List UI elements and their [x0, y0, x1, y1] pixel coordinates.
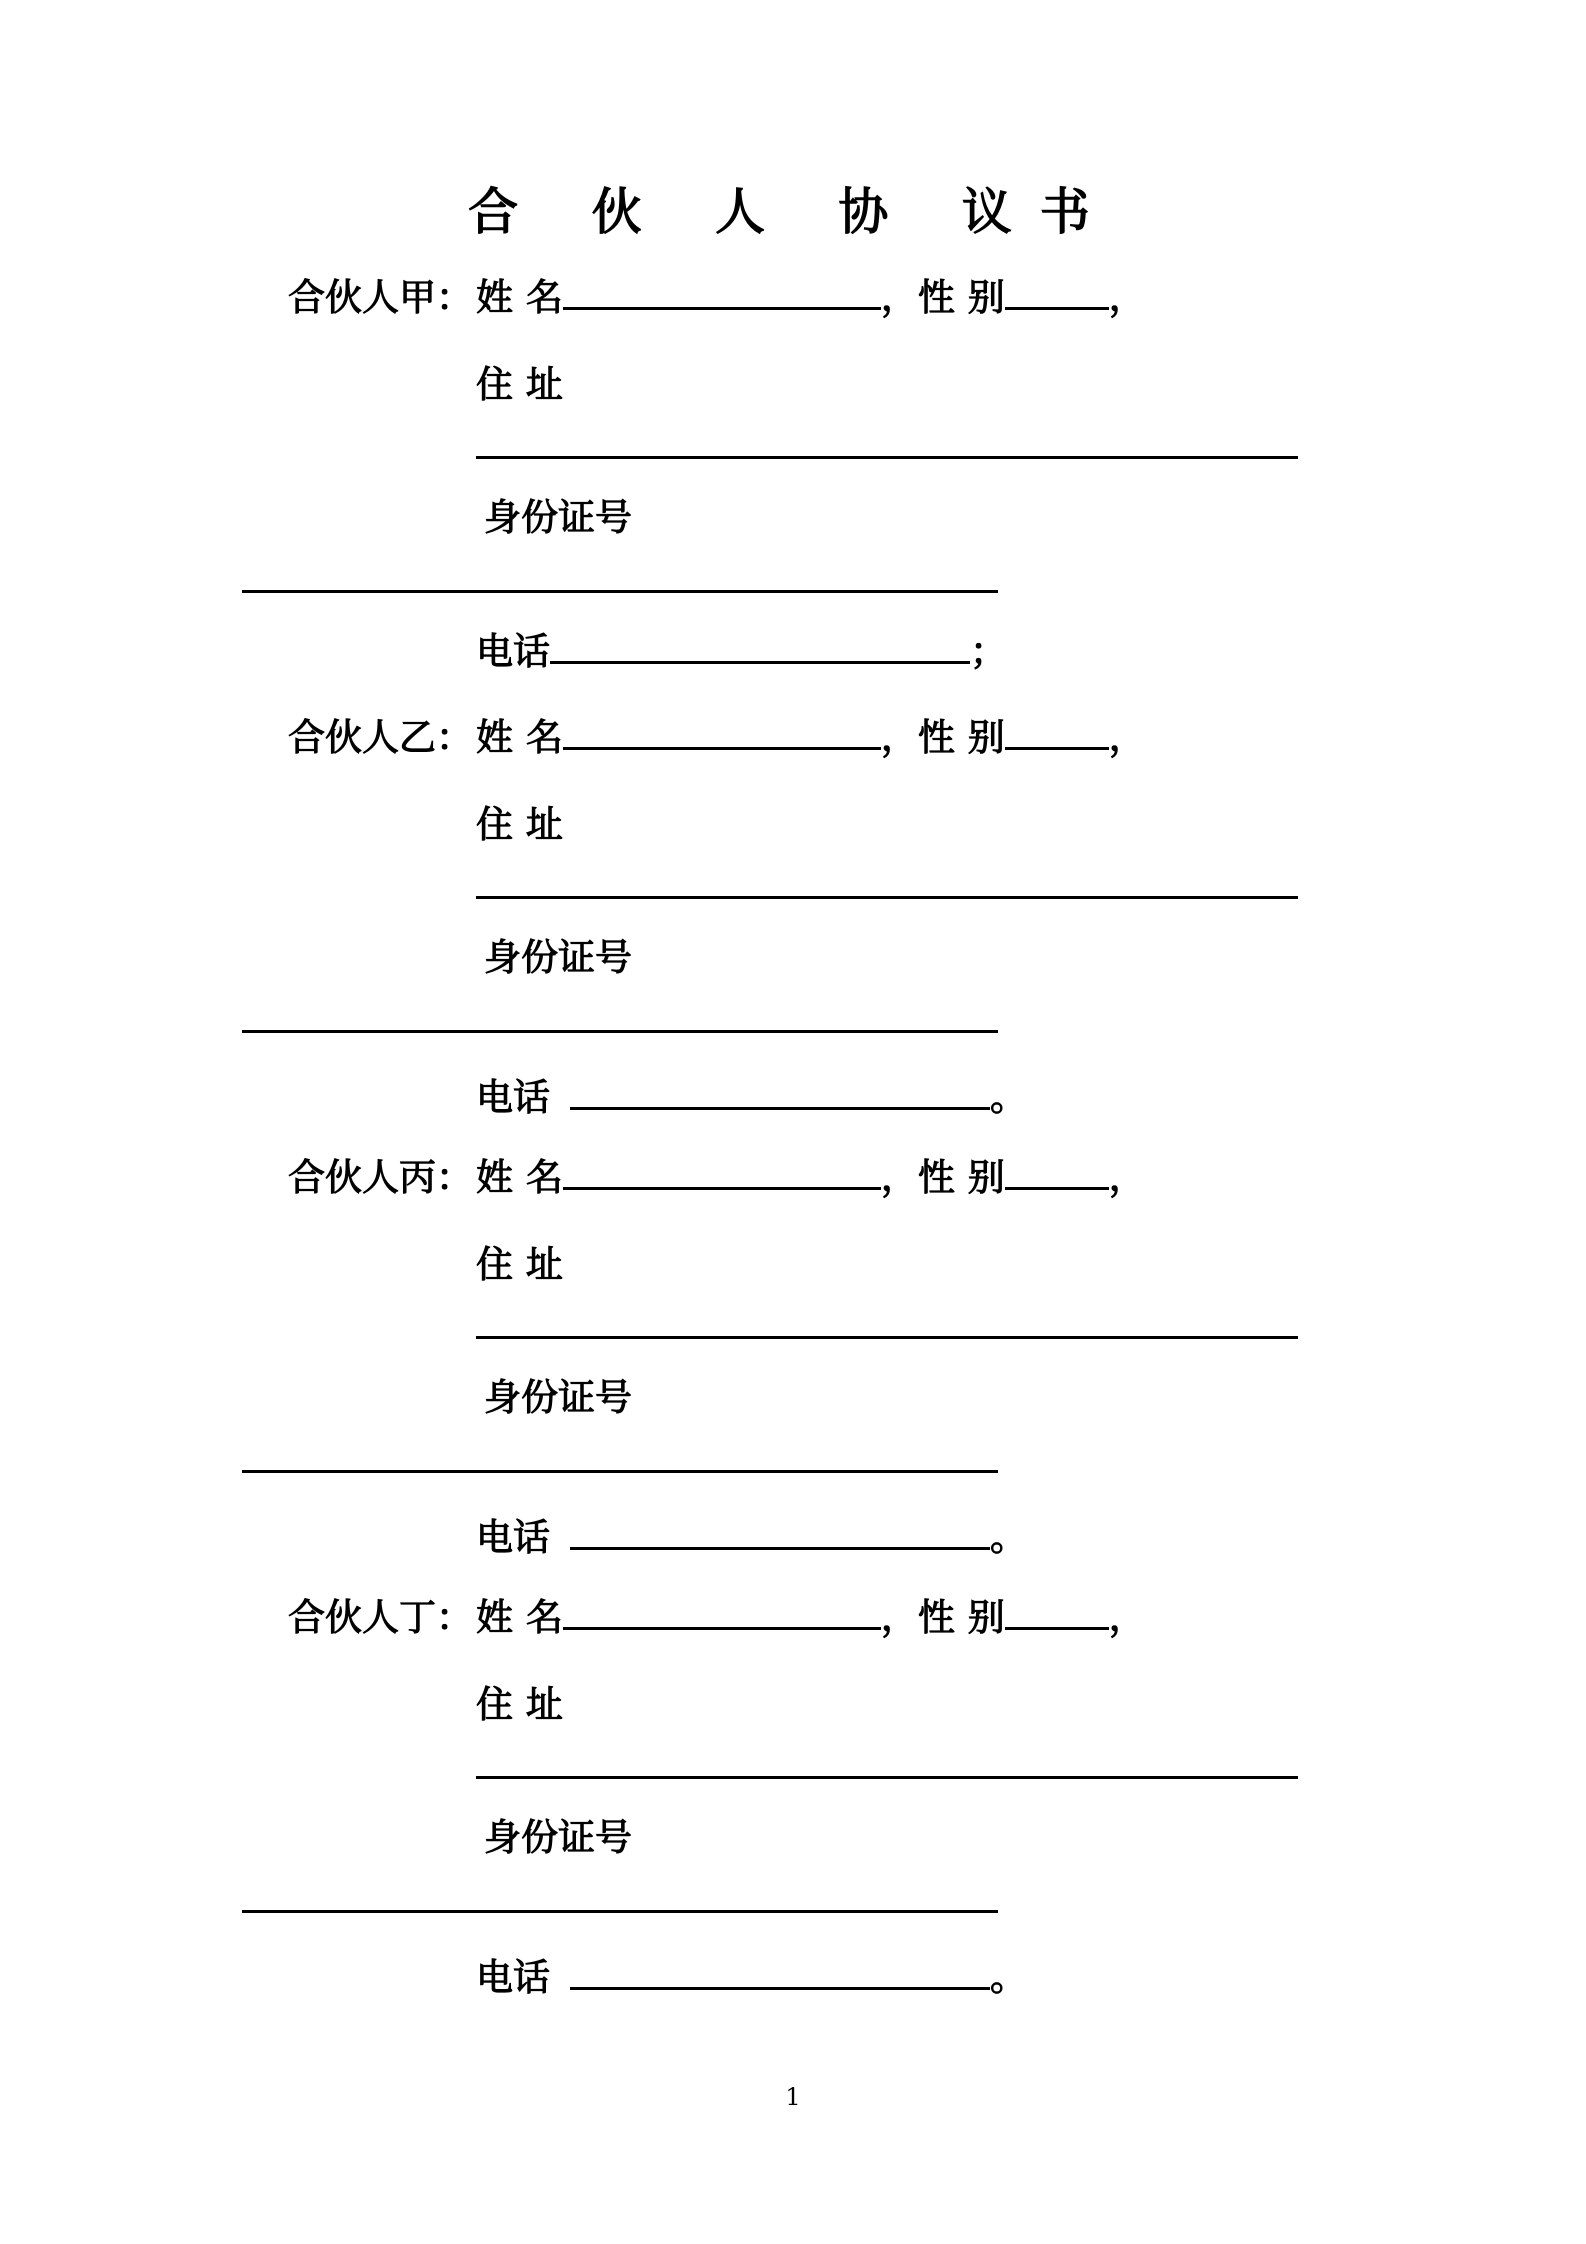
phone-label: 电话	[476, 1956, 550, 1999]
comma: ，	[1108, 716, 1146, 759]
page-number: 1	[785, 2083, 801, 2111]
name-gender-row	[476, 1588, 1146, 1648]
gender-blank[interactable]	[1005, 269, 1109, 310]
comma: ，	[880, 716, 918, 759]
name-label: 姓 名	[476, 716, 563, 759]
phone-label: 电话	[476, 1076, 550, 1119]
address-label: 住 址	[476, 363, 563, 406]
phone-row	[476, 1508, 1027, 1568]
address-blank[interactable]	[476, 896, 1298, 899]
id-label: 身份证号	[484, 1376, 632, 1419]
gender-blank[interactable]	[1005, 1149, 1109, 1190]
id-blank[interactable]	[242, 1470, 998, 1473]
address-label: 住 址	[476, 1243, 563, 1286]
gender-label: 性 别	[917, 1596, 1005, 1639]
phone-label: 电话	[476, 630, 550, 673]
id-label: 身份证号	[484, 496, 632, 539]
comma: ，	[880, 1156, 918, 1199]
end-punct: 。	[990, 1516, 1027, 1559]
name-gender-row	[476, 708, 1146, 768]
name-gender-row	[476, 268, 1146, 328]
name-blank[interactable]	[563, 709, 881, 750]
phone-label: 电话	[476, 1516, 550, 1559]
phone-blank[interactable]	[570, 1949, 990, 1990]
partner-label: 合伙人丁：	[288, 1596, 473, 1639]
name-gender-row	[476, 1148, 1146, 1208]
name-blank[interactable]	[563, 1149, 881, 1190]
end-punct: 。	[990, 1956, 1027, 1999]
phone-blank[interactable]	[550, 623, 970, 664]
partner-label: 合伙人丙：	[288, 1156, 473, 1199]
comma: ，	[1108, 1156, 1146, 1199]
phone-row	[476, 622, 1007, 682]
gender-label: 性 别	[917, 716, 1005, 759]
phone-row	[476, 1948, 1027, 2008]
phone-blank[interactable]	[570, 1069, 990, 1110]
partner-label: 合伙人乙：	[288, 716, 473, 759]
id-blank[interactable]	[242, 590, 998, 593]
comma: ，	[880, 1596, 918, 1639]
address-label: 住 址	[476, 1683, 563, 1726]
id-blank[interactable]	[242, 1910, 998, 1913]
gender-label: 性 别	[917, 276, 1005, 319]
partner-label: 合伙人甲：	[288, 276, 473, 319]
id-label: 身份证号	[484, 936, 632, 979]
name-label: 姓 名	[476, 1596, 563, 1639]
id-label: 身份证号	[484, 1816, 632, 1859]
end-punct: ；	[970, 630, 1007, 673]
comma: ，	[880, 276, 918, 319]
name-label: 姓 名	[476, 1156, 563, 1199]
gender-blank[interactable]	[1005, 709, 1109, 750]
document-title: 合 伙 人 协 议书	[468, 183, 1118, 241]
phone-row	[476, 1068, 1027, 1128]
id-blank[interactable]	[242, 1030, 998, 1033]
gender-label: 性 别	[917, 1156, 1005, 1199]
address-blank[interactable]	[476, 1336, 1298, 1339]
comma: ，	[1108, 1596, 1146, 1639]
address-blank[interactable]	[476, 1776, 1298, 1779]
phone-blank[interactable]	[570, 1509, 990, 1550]
gender-blank[interactable]	[1005, 1589, 1109, 1630]
name-label: 姓 名	[476, 276, 563, 319]
address-blank[interactable]	[476, 456, 1298, 459]
name-blank[interactable]	[563, 269, 881, 310]
name-blank[interactable]	[563, 1589, 881, 1630]
end-punct: 。	[990, 1076, 1027, 1119]
address-label: 住 址	[476, 803, 563, 846]
comma: ，	[1108, 276, 1146, 319]
